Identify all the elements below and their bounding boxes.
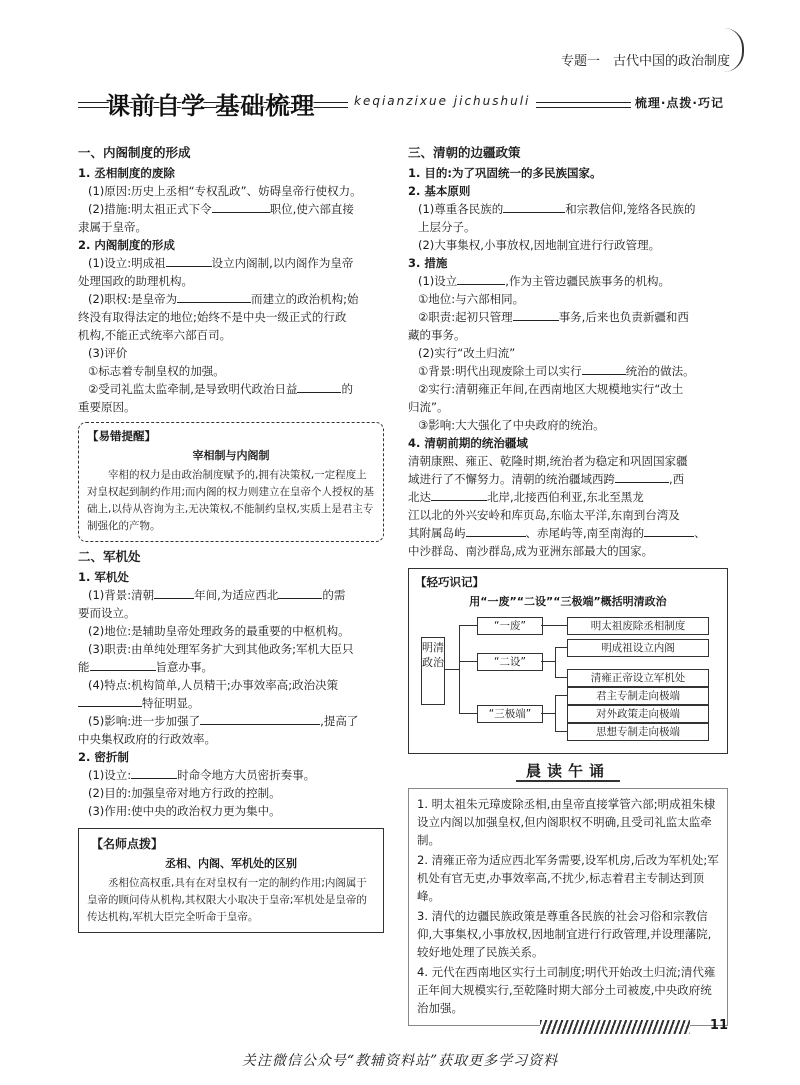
memo-title: 用“一废”“二设”“三极端”概括明清政治 xyxy=(469,595,667,608)
reading-item: 2. 清雍正帝为适应西北军务需要,设军机房,后改为军机处;军机处有官无吏,办事效率高,不扰少,标志着君主专制达到顶峰。 xyxy=(417,853,719,903)
mind-connector xyxy=(555,677,567,678)
teacher-tip-box xyxy=(78,828,384,933)
text-line: (2)大事集权,小事放权,因地制宜进行行政管理。 xyxy=(418,238,661,252)
section-banner xyxy=(78,86,728,120)
mind-connector xyxy=(459,625,460,713)
mind-connector xyxy=(459,661,477,662)
fill-blank[interactable] xyxy=(278,586,322,599)
mind-leaf: 明成祖设立内阁 xyxy=(567,639,709,657)
fill-blank[interactable] xyxy=(615,470,669,483)
mind-connector xyxy=(555,695,556,731)
subsection-title: 3. 措施 xyxy=(408,256,448,270)
subsection-title: 1. 丞相制度的废除 xyxy=(78,166,175,180)
subsection-title: 2. 密折制 xyxy=(78,750,129,764)
left-column xyxy=(78,140,384,941)
banner-right-label: 梳理·点拨·巧记 xyxy=(631,94,728,111)
subsection-title: 4. 清朝前期的统治疆域 xyxy=(408,436,528,450)
text-line: 域进行了不懈努力。清朝的统治疆域西跨 ,西 xyxy=(408,472,685,486)
text-line: 特征明显。 xyxy=(78,694,384,712)
mind-connector xyxy=(555,731,567,732)
banner-title: 课前自学 基础梳理 xyxy=(106,91,316,120)
text-line: (2)实行“改土归流” xyxy=(418,346,516,360)
fill-blank[interactable] xyxy=(297,380,341,393)
mind-connector xyxy=(555,695,567,696)
mind-leaf: 清雍正帝设立军机处 xyxy=(567,669,709,687)
teacher-tip-tag: 【名师点拨】 xyxy=(91,837,164,851)
footer-note: 关注微信公众号“教辅资料站”获取更多学习资料 xyxy=(241,1053,559,1069)
text-line: 终没有取得法定的地位;始终不是中央一级正式的行政 xyxy=(78,310,347,324)
text-line: 归流”。 xyxy=(408,400,449,414)
mind-group-3: “三极端” xyxy=(477,705,543,723)
mind-connector xyxy=(445,669,459,670)
section-title: 三、清朝的边疆政策 xyxy=(408,145,521,160)
reading-header xyxy=(408,762,728,782)
mind-leaf: 明太祖废除丞相制度 xyxy=(567,617,709,635)
text-line: ②职责:起初只管理 事务,后来也负责新疆和西 xyxy=(418,310,689,324)
fill-blank[interactable] xyxy=(177,290,251,303)
text-line: (2)措施:明太祖正式下令 职位,使六部直接 xyxy=(88,202,354,216)
mind-group-2: “二设” xyxy=(477,653,543,671)
fill-blank[interactable] xyxy=(90,658,156,671)
fill-blank[interactable] xyxy=(503,200,565,213)
text-line: ①标志着专制皇权的加强。 xyxy=(88,364,225,378)
text-line: (2)地位:是辅助皇帝处理政务的最重要的中枢机构。 xyxy=(88,624,350,638)
reading-item: 4. 元代在西南地区实行土司制度;明代开始改土归流;清代雍正年间大规模实行,至乾隆时期大部分土司被废,中央政府统治加强。 xyxy=(417,965,716,1015)
text-line: ①地位:与六部相同。 xyxy=(418,292,525,306)
teacher-tip-text: 丞相位高权重,具有在对皇权有一定的制约作用;内阁属于皇帝的顾问侍从机构,其权限大小取决于皇帝;军机处是皇帝的传达机构,军机大臣完全听命于皇帝。 xyxy=(87,877,367,923)
text-line: (3)评价 xyxy=(88,346,128,360)
subsection-title: 1. 目的:为了巩固统一的多民族国家。 xyxy=(408,166,602,180)
text-line: (1)原因:历史上丞相“专权乱政”、妨碍皇帝行使权力。 xyxy=(88,184,362,198)
subsection-title: 1. 军机处 xyxy=(78,570,129,584)
fill-blank[interactable] xyxy=(154,586,194,599)
tip-tag: 【易错提醒】 xyxy=(87,429,156,443)
text-line: 隶属于皇帝。 xyxy=(78,220,147,234)
mind-connector xyxy=(541,625,567,626)
text-line: (3)职责:由单纯处理军务扩大到其他政务;军机大臣只 xyxy=(88,642,354,656)
text-line: (1)尊重各民族的 和宗教信仰,笼络各民族的 xyxy=(418,202,696,216)
error-tip-box xyxy=(78,422,384,542)
text-line: 中央集权政府的行政效率。 xyxy=(78,732,216,746)
mind-connector xyxy=(459,713,477,714)
mind-leaf: 君主专制走向极端 xyxy=(567,687,709,705)
tip-title: 宰相制与内阁制 xyxy=(192,449,270,462)
text-line: 藏的事务。 xyxy=(408,328,466,342)
text-line: 北达 北岸,北接西伯利亚,东北至黑龙 xyxy=(408,490,644,504)
text-line: (3)作用:使中央的政治权力更为集中。 xyxy=(88,804,281,818)
header-curve-decoration xyxy=(724,28,744,72)
text-line: 其附属岛屿 、赤尾屿等,南至南海的 、 xyxy=(408,526,706,540)
mind-connector xyxy=(555,647,567,648)
text-line: 处理国政的助理机构。 xyxy=(78,274,193,288)
text-line: ①背景:明代出现废除土司以实行 统治的做法。 xyxy=(418,364,695,378)
banner-pinyin: keqianzixue jichushuli xyxy=(348,94,536,108)
page-number: 11 xyxy=(709,1018,728,1033)
mind-connector xyxy=(555,647,556,677)
teacher-tip-title: 丞相、内阁、军机处的区别 xyxy=(165,857,297,870)
mind-connector xyxy=(459,625,477,626)
fill-blank[interactable] xyxy=(513,308,559,321)
fill-blank[interactable] xyxy=(78,694,142,707)
memo-tag: 【轻巧识记】 xyxy=(415,575,484,589)
text-line: 能 旨意办事。 xyxy=(78,660,213,674)
text-line: 要而设立。 xyxy=(78,606,136,620)
fill-blank[interactable] xyxy=(431,488,487,501)
text-line: 江以北的外兴安岭和库页岛,东临太平洋,东南到台湾及 xyxy=(408,508,680,522)
section-title: 一、内阁制度的形成 xyxy=(78,145,191,160)
text-line: ②受司礼监太监牵制,是导致明代政治日益 的 xyxy=(88,382,353,396)
text-line: 机构,不能正式统率六部百司。 xyxy=(78,328,232,342)
fill-blank[interactable] xyxy=(212,200,270,213)
text-line: (2)职权:是皇帝为 而建立的政治机构;始 xyxy=(88,292,359,306)
fill-blank[interactable] xyxy=(131,766,177,779)
text-line: (1)设立: 时命令地方大员密折奏事。 xyxy=(88,768,316,782)
fill-blank[interactable] xyxy=(644,524,694,537)
mind-connector xyxy=(541,661,555,662)
text-line: ②实行:清朝雍正年间,在西南地区大规模地实行“改土 xyxy=(418,382,684,396)
reading-item: 1. 明太祖朱元璋废除丞相,由皇帝直接掌管六部;明成祖朱棣设立内阁以加强皇权,但内阁职权不明确,且受司礼监太监牵制。 xyxy=(417,797,716,847)
mind-leaf: 思想专制走向极端 xyxy=(567,723,709,741)
text-line: (1)背景:清朝 年间,为适应西北 的需 xyxy=(88,588,346,602)
mind-root: 明清政治 xyxy=(421,637,445,705)
text-line: ③影响:大大强化了中央政府的统治。 xyxy=(418,418,605,432)
text-line: (2)目的:加强皇帝对地方行政的控制。 xyxy=(88,786,281,800)
fill-blank[interactable] xyxy=(200,712,320,725)
reading-box xyxy=(408,788,728,1026)
text-line: 上层分子。 xyxy=(418,220,476,234)
text-line: (1)设立 ,作为主管边疆民族事务的机构。 xyxy=(418,274,670,288)
subsection-title: 2. 基本原则 xyxy=(408,184,471,198)
section-title: 二、军机处 xyxy=(78,549,141,564)
right-column xyxy=(408,140,728,1026)
text-line: 中沙群岛、南沙群岛,成为亚洲东部最大的国家。 xyxy=(408,544,654,558)
chapter-header: 专题一 古代中国的政治制度 xyxy=(560,54,730,69)
mind-group-1: “一废” xyxy=(477,617,543,635)
mind-leaf: 对外政策走向极端 xyxy=(567,705,709,723)
tip-text: 宰相的权力是由政治制度赋予的,拥有决策权,一定程度上对皇权起到制约作用;而内阁的权力则建立在皇帝个人授权的基础上,以侍从咨询为主,无决策权,不能制约皇权,实质上是君主专制强化的产物。 xyxy=(87,469,375,532)
text-line: (1)设立:明成祖 设立内阁制,以内阁作为皇帝 xyxy=(88,256,354,270)
reading-title: 晨读午诵 xyxy=(516,762,620,782)
fill-blank[interactable] xyxy=(582,362,626,375)
fill-blank[interactable] xyxy=(466,524,526,537)
subsection-title: 2. 内阁制度的形成 xyxy=(78,238,175,252)
mind-map xyxy=(415,615,721,745)
text-line: 清朝康熙、雍正、乾隆时期,统治者为稳定和巩固国家疆 xyxy=(408,454,688,468)
fill-blank[interactable] xyxy=(166,254,212,267)
mind-connector xyxy=(541,713,555,714)
memo-box xyxy=(408,568,728,754)
reading-item: 3. 清代的边疆民族政策是尊重各民族的社会习俗和宗教信仰,大事集权,小事放权,因地制宜进行行政管理,并设理藩院,较好地处理了民族关系。 xyxy=(417,909,712,959)
fill-blank[interactable] xyxy=(457,272,505,285)
text-line: (5)影响:进一步加强了 ,提高了 xyxy=(88,714,359,728)
text-line: 重要原因。 xyxy=(78,400,136,414)
page-stripes-decoration xyxy=(540,1020,690,1034)
text-line: (4)特点:机构简单,人员精干;办事效率高;政治决策 xyxy=(88,678,339,692)
